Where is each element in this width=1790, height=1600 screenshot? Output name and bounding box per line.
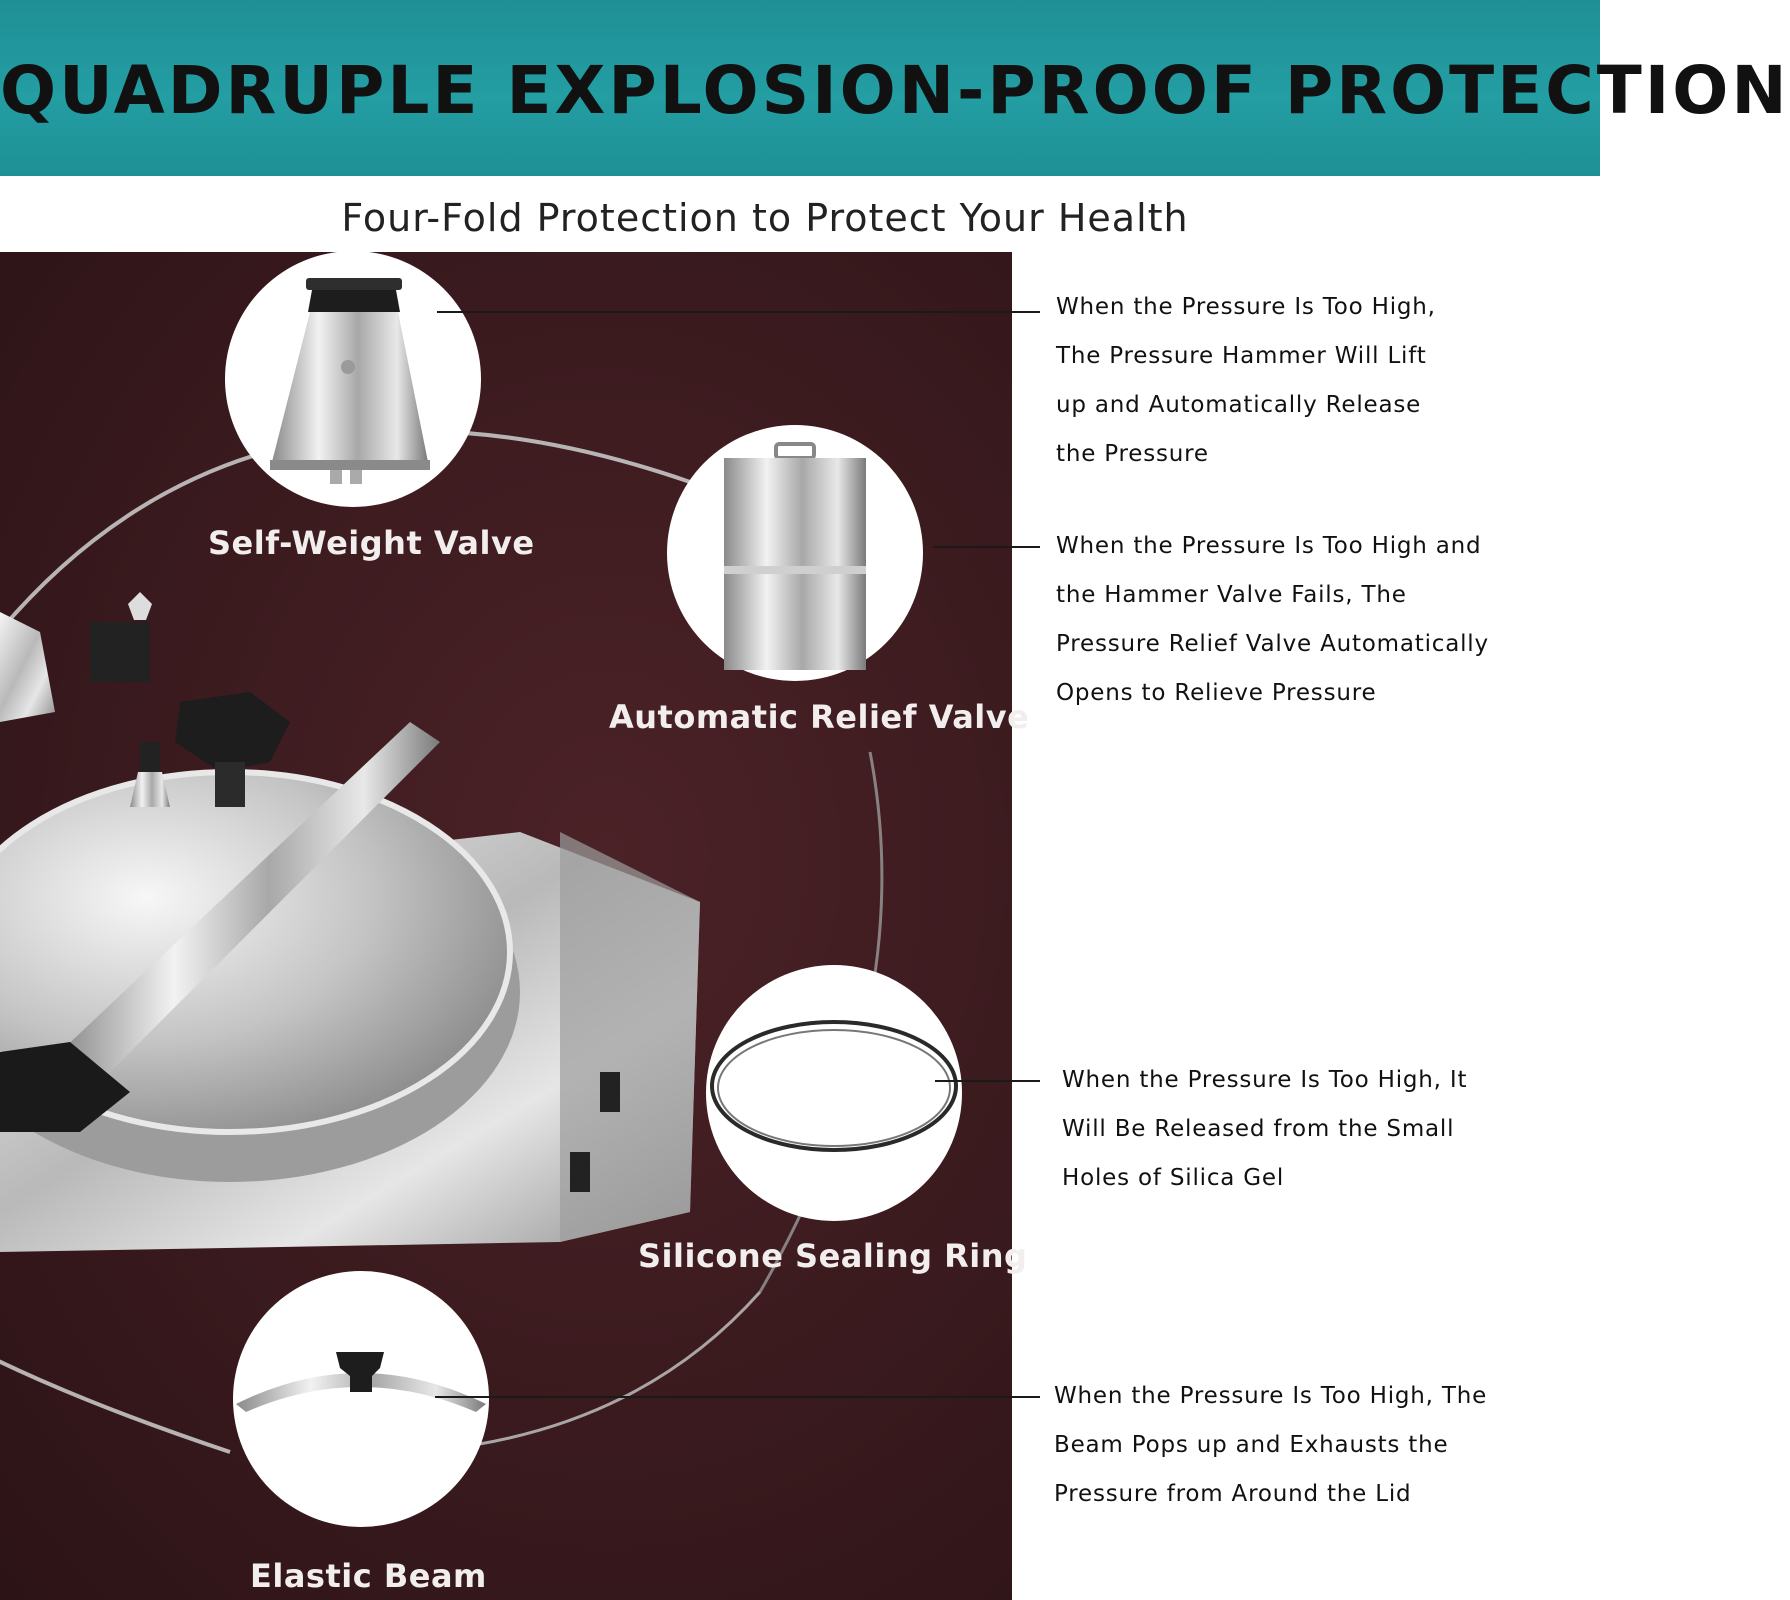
desc-line: the Pressure [1056,441,1209,467]
description-self-weight-valve [1056,283,1436,479]
subtitle: Four-Fold Protection to Protect Your Health [341,196,1189,240]
title-banner [0,0,1790,176]
silicone-sealing-ring-circle [706,965,962,1221]
self-weight-valve-circle [225,251,481,507]
label-automatic-relief-valve: Automatic Relief Valve [609,698,1030,736]
desc-line: When the Pressure Is Too High, It [1062,1067,1468,1093]
product-image-panel [0,252,1030,1600]
desc-line: When the Pressure Is Too High and [1056,533,1482,559]
desc-line: Holes of Silica Gel [1062,1165,1285,1191]
desc-line: Beam Pops up and Exhausts the [1054,1432,1449,1458]
label-elastic-beam: Elastic Beam [250,1557,487,1595]
desc-line: When the Pressure Is Too High, [1056,294,1436,320]
banner-title: QUADRUPLE EXPLOSION-PROOF PROTECTION [0,52,1790,129]
description-automatic-relief-valve [1056,522,1489,718]
desc-line: Will Be Released from the Small [1062,1116,1455,1142]
label-silicone-sealing-ring: Silicone Sealing Ring [638,1237,1028,1275]
elastic-beam-circle [233,1271,489,1527]
desc-line: Pressure Relief Valve Automatically [1056,631,1489,657]
description-elastic-beam [1054,1372,1487,1519]
desc-line: Opens to Relieve Pressure [1056,680,1377,706]
description-silicone-sealing-ring [1062,1056,1467,1203]
desc-line: The Pressure Hammer Will Lift [1056,343,1427,369]
desc-line: the Hammer Valve Fails, The [1056,582,1407,608]
desc-line: up and Automatically Release [1056,392,1422,418]
label-self-weight-valve: Self-Weight Valve [208,524,535,562]
desc-line: When the Pressure Is Too High, The [1054,1383,1488,1409]
automatic-relief-valve-circle [667,425,923,681]
desc-line: Pressure from Around the Lid [1054,1481,1412,1507]
